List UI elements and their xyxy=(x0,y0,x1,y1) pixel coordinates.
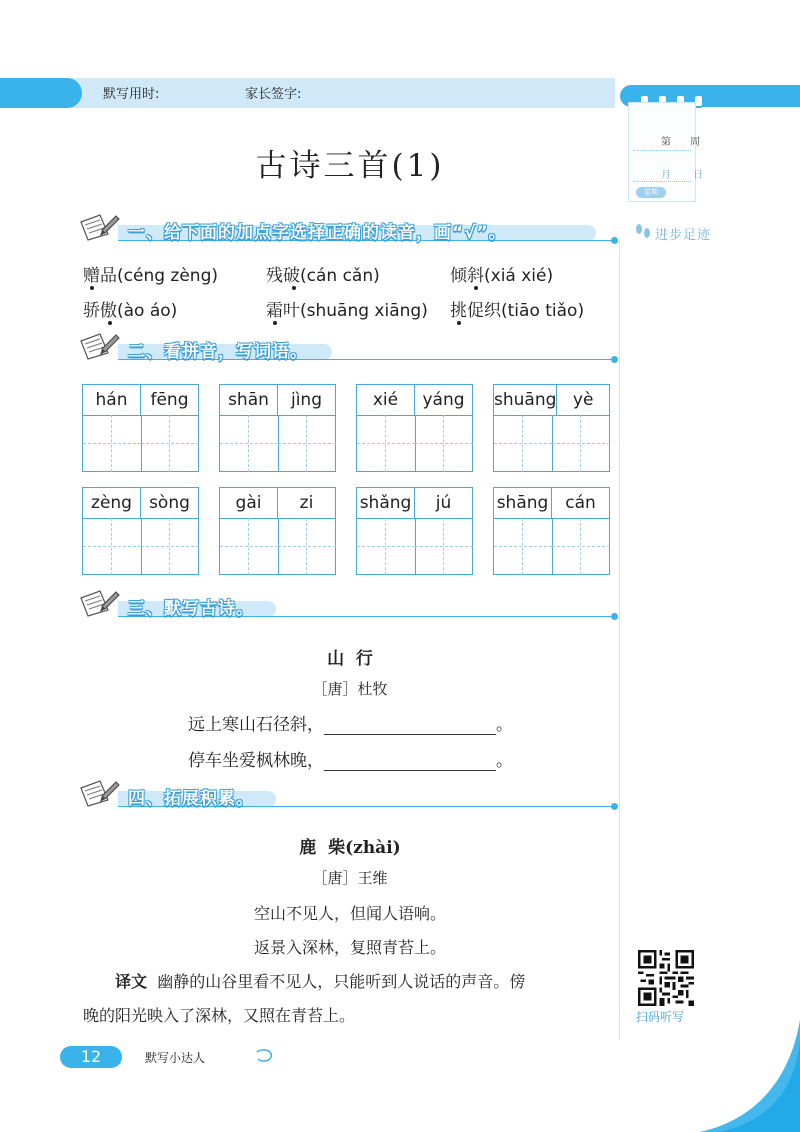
writing-cell[interactable] xyxy=(552,518,610,575)
section4-heading: 四、拓展积累。 xyxy=(128,789,254,809)
calendar-month: 月 xyxy=(661,170,671,181)
progress-footprints-label: 进步足迹 xyxy=(655,228,712,243)
emphasis-dot xyxy=(474,286,478,290)
question-item: 骄傲(ào áo) xyxy=(83,301,178,321)
pinyin-box xyxy=(493,384,610,472)
question-item: 挑促织(tiāo tiǎo) xyxy=(450,301,585,321)
pinyin-syllable: gài xyxy=(220,488,278,518)
section-dot xyxy=(611,613,618,620)
poem-line: 空山不见人，但闻人语响。 xyxy=(253,904,446,923)
pinyin-box xyxy=(82,487,199,575)
calendar-week-prefix: 第 xyxy=(661,137,671,148)
pinyin-box xyxy=(356,487,473,575)
pencil-paper-icon xyxy=(78,212,120,242)
poem-line-text: 停车坐爱枫林晚， xyxy=(188,751,324,771)
writing-cell[interactable] xyxy=(220,415,279,472)
poem-line xyxy=(188,710,513,735)
pinyin-syllable: shǎng xyxy=(357,488,415,518)
question-item: 霜叶(shuāng xiāng) xyxy=(266,301,428,321)
pencil-paper-icon xyxy=(78,331,120,361)
writing-cell[interactable] xyxy=(141,518,199,575)
header-tab xyxy=(0,78,82,108)
pinyin-syllable: shāng xyxy=(494,488,552,518)
pencil-paper-icon xyxy=(78,588,120,618)
emphasis-dot xyxy=(273,321,277,325)
translation-text: 晚的阳光映入了深林，又照在青苔上。 xyxy=(83,1006,356,1025)
translation-label: 译文 xyxy=(115,972,148,991)
pencil-paper-icon xyxy=(78,778,120,808)
poem-line-text: 远上寒山石径斜， xyxy=(188,715,324,735)
section-dot xyxy=(611,356,618,363)
writing-cell[interactable] xyxy=(278,518,336,575)
pinyin-syllable: hán xyxy=(83,385,141,415)
emphasis-dot xyxy=(108,321,112,325)
translation-text: 幽静的山谷里看不见人，只能听到人说话的声音。傍 xyxy=(157,972,526,991)
section-dot xyxy=(611,803,618,810)
section-dot xyxy=(611,237,618,244)
pinyin-box xyxy=(356,384,473,472)
footprints-icon xyxy=(634,222,652,240)
writing-cell[interactable] xyxy=(415,415,473,472)
page-number-badge: 12 xyxy=(60,1046,122,1068)
question-item: 残破(cán cǎn) xyxy=(266,266,380,286)
emphasis-dot xyxy=(292,286,296,290)
pinyin-syllable: jìng xyxy=(290,390,322,410)
poem-author: ［唐］王维 xyxy=(312,869,388,887)
writing-cell[interactable] xyxy=(357,518,416,575)
poem-line: 返景入深林，复照青苔上。 xyxy=(253,938,446,957)
poem-title: 山 行 xyxy=(327,649,373,669)
poem-line xyxy=(188,746,513,771)
pinyin-syllable: zèng xyxy=(83,488,141,518)
calendar-day: 日 xyxy=(693,170,703,181)
pinyin-box xyxy=(219,384,336,472)
translation-paragraph xyxy=(83,969,623,992)
pinyin-syllable: sòng xyxy=(149,493,190,513)
section3-heading: 三、默写古诗。 xyxy=(128,599,254,619)
parent-signature-label: 家长签字: xyxy=(245,87,302,102)
scan-dictation-label: 扫码听写 xyxy=(636,1010,685,1024)
header-strip xyxy=(0,78,615,108)
period-mark: 。 xyxy=(496,715,513,735)
pinyin-syllable: jú xyxy=(435,493,452,513)
writing-time-label: 默写用时: xyxy=(103,87,160,102)
section1-heading: 一、给下面的加点字选择正确的读音，画“√”。 xyxy=(128,223,507,243)
writing-cell[interactable] xyxy=(357,415,416,472)
pinyin-syllable: yè xyxy=(572,390,594,410)
section2-heading: 二、看拼音，写词语。 xyxy=(128,342,308,362)
writing-cell[interactable] xyxy=(141,415,199,472)
curl-arrow-icon xyxy=(255,1048,275,1064)
pinyin-box xyxy=(493,487,610,575)
pinyin-syllable: shuāng xyxy=(494,385,557,415)
writing-cell[interactable] xyxy=(415,518,473,575)
writing-cell[interactable] xyxy=(552,415,610,472)
question-item: 倾斜(xiá xié) xyxy=(450,266,554,286)
pinyin-box xyxy=(219,487,336,575)
pinyin-syllable: xié xyxy=(357,385,415,415)
writing-cell[interactable] xyxy=(220,518,279,575)
poem-author: ［唐］杜牧 xyxy=(312,680,388,698)
poem-title: 鹿 柴(zhài) xyxy=(299,838,401,858)
page-title: 古诗三首(1) xyxy=(255,148,445,184)
writing-cell[interactable] xyxy=(494,518,553,575)
calendar-week-suffix: 周 xyxy=(690,137,700,148)
period-mark: 。 xyxy=(496,751,513,771)
pinyin-syllable: zi xyxy=(299,493,314,513)
qr-code-icon[interactable] xyxy=(638,950,694,1006)
book-name: 默写小达人 xyxy=(145,1051,206,1065)
pinyin-box xyxy=(82,384,199,472)
pinyin-syllable: fēng xyxy=(150,390,189,410)
answer-blank[interactable] xyxy=(324,752,496,771)
emphasis-dot xyxy=(90,286,94,290)
pinyin-syllable: cán xyxy=(565,493,596,513)
writing-cell[interactable] xyxy=(494,415,553,472)
pinyin-syllable: yáng xyxy=(422,390,465,410)
page-corner-decoration xyxy=(700,1020,800,1132)
writing-cell[interactable] xyxy=(83,415,142,472)
pinyin-syllable: shān xyxy=(220,385,278,415)
answer-blank[interactable] xyxy=(324,716,496,735)
question-item: 赠品(céng zèng) xyxy=(83,266,218,286)
calendar-weekday-badge: 星期 xyxy=(636,187,666,198)
emphasis-dot xyxy=(457,321,461,325)
writing-cell[interactable] xyxy=(278,415,336,472)
writing-cell[interactable] xyxy=(83,518,142,575)
